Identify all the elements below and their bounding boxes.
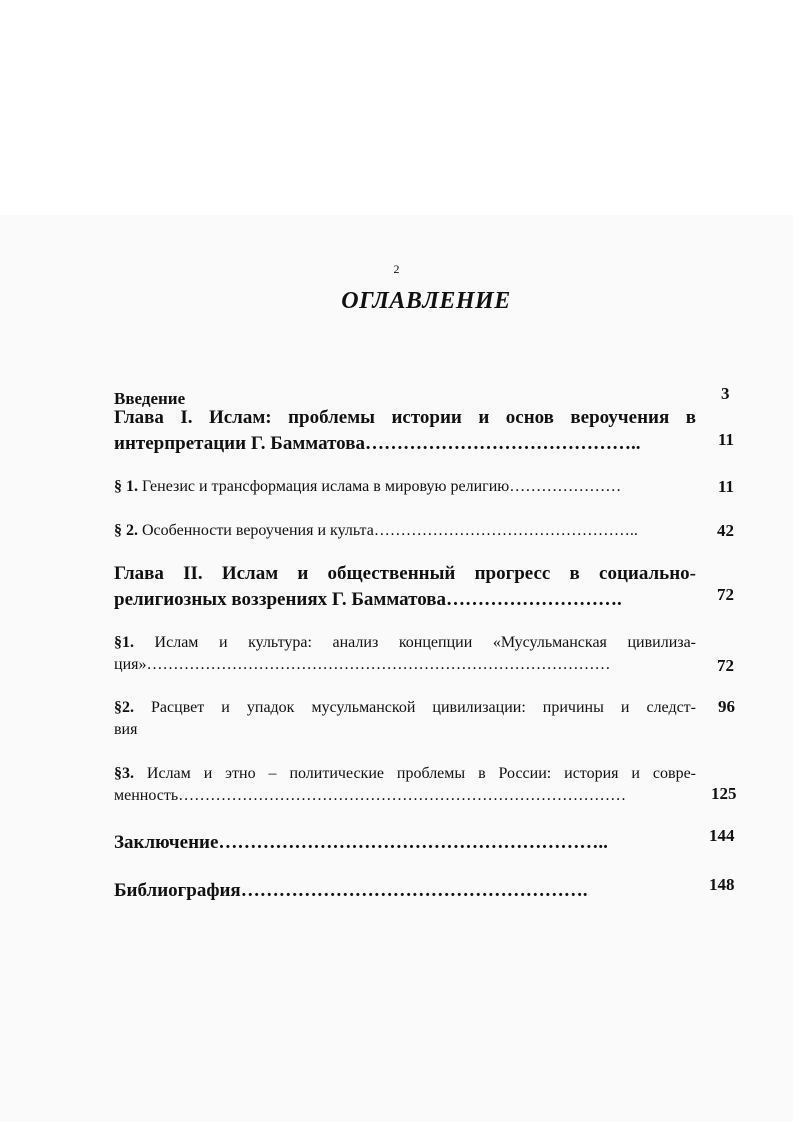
toc-ch2-section1-line1: [114, 634, 696, 652]
toc-conclusion: Заключение……………………………………………………..: [114, 832, 608, 853]
toc-ch2-section1-line2: ция»……………………………………………………………………………: [114, 656, 611, 673]
toc-chapter1-line2: интерпретации Г. Бамматова……………………………………..: [114, 433, 641, 454]
section-title: Особенности вероучения и культа…………………………………………..: [138, 522, 638, 539]
toc-intro-label: Введение: [114, 389, 186, 408]
toc-chapter1-page: 11: [718, 430, 735, 449]
toc-bibliography-page: 148: [709, 875, 735, 894]
section-marker: § 1.: [114, 478, 138, 495]
toc-chapter2-line1: Глава II. Ислам и общественный прогресс в социально-: [114, 563, 696, 584]
toc-ch2-section3-line2: менность…………………………………………………………………………: [114, 787, 627, 804]
toc-ch2-section2-page: 96: [718, 697, 735, 716]
toc-ch1-section2: [114, 522, 696, 540]
section-title: Генезис и трансформация ислама в мировую религию…………………: [138, 478, 622, 495]
toc-chapter1-line1: Глава I. Ислам: проблемы истории и основ вероучения в: [114, 407, 696, 428]
page-title: ОГЛАВЛЕНИЕ: [341, 288, 511, 314]
toc-ch1-section1-page: 11: [718, 477, 735, 496]
section-title: Расцвет и упадок мусульманской цивилизации: причины и следст-: [134, 699, 696, 716]
page-number: 2: [393, 262, 400, 276]
section-title: Ислам и культура: анализ концепции «Мусульманская цивилиза-: [134, 634, 696, 651]
section-marker: § 2.: [114, 522, 138, 539]
toc-bibliography: Библиография……………………………………………….: [114, 880, 588, 901]
toc-ch2-section2-line1: [114, 699, 696, 717]
toc-conclusion-page: 144: [709, 826, 735, 845]
toc-ch2-section2-line2: вия: [114, 721, 138, 738]
section-marker: §2.: [114, 699, 134, 716]
toc-ch2-section3-line1: [114, 765, 696, 783]
toc-chapter2-page: 72: [717, 585, 734, 604]
toc-chapter2-line2: религиозных воззрениях Г. Бамматова……………………….: [114, 589, 622, 610]
toc-ch1-section2-page: 42: [717, 521, 734, 540]
toc-intro-page: 3: [721, 384, 730, 403]
section-marker: §3.: [114, 765, 134, 782]
toc-ch1-section1: [114, 478, 696, 496]
toc-ch2-section1-page: 72: [717, 656, 734, 675]
section-marker: §1.: [114, 634, 134, 651]
section-title: Ислам и этно – политические проблемы в России: история и совре-: [134, 765, 696, 782]
toc-ch2-section3-page: 125: [711, 784, 737, 803]
